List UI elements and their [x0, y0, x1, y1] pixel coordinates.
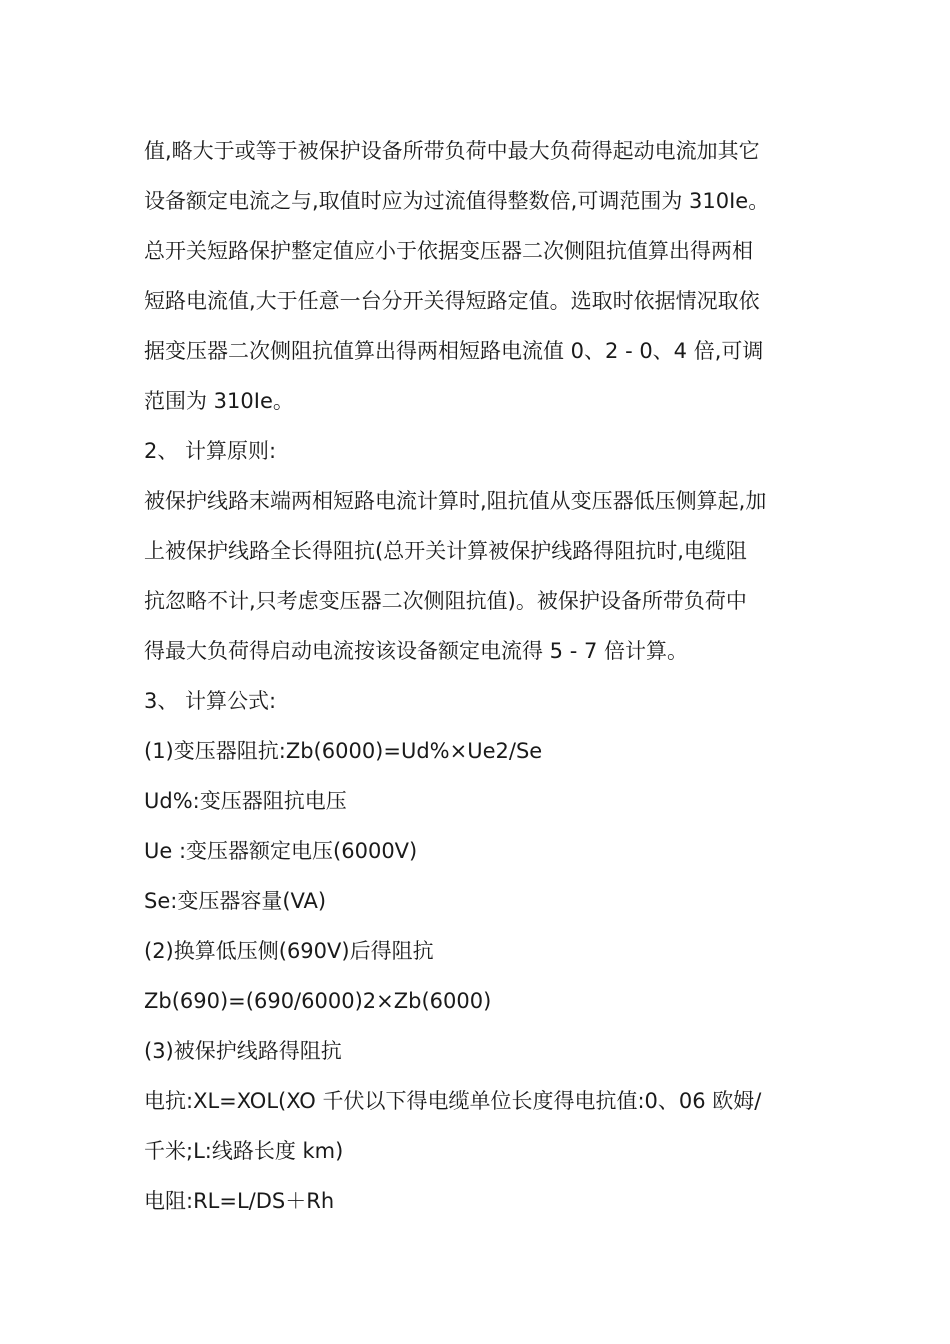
paragraph-line: 设备额定电流之与,取值时应为过流值得整数倍,可调范围为 310Ie。 [144, 189, 770, 213]
formula-line: (1)变压器阻抗:Zb(6000)=Ud%×Ue2/Se [144, 739, 543, 763]
paragraph-line: 上被保护线路全长得阻抗(总开关计算被保护线路得阻抗时,电缆阻 [144, 539, 747, 563]
paragraph-line: 总开关短路保护整定值应小于依据变压器二次侧阻抗值算出得两相 [144, 239, 753, 263]
formula-line: (3)被保护线路得阻抗 [144, 1039, 342, 1063]
formula-line: (2)换算低压侧(690V)后得阻抗 [144, 939, 434, 963]
formula-line: 电抗:XL=XOL(XO 千伏以下得电缆单位长度得电抗值:0、06 欧姆/ [144, 1089, 762, 1113]
formula-line: Zb(690)=(690/6000)2×Zb(6000) [144, 989, 492, 1013]
paragraph-line: 被保护线路末端两相短路电流计算时,阻抗值从变压器低压侧算起,加 [144, 489, 767, 513]
formula-definition: Ue :变压器额定电压(6000V) [144, 839, 418, 863]
document-body [144, 126, 812, 1226]
paragraph-line: 值,略大于或等于被保护设备所带负荷中最大负荷得起动电流加其它 [144, 139, 760, 163]
formula-definition: Ud%:变压器阻抗电压 [144, 789, 347, 813]
paragraph-line: 短路电流值,大于任意一台分开关得短路定值。选取时依据情况取依 [144, 289, 760, 313]
formula-definition: Se:变压器容量(VA) [144, 889, 327, 913]
paragraph-line: 得最大负荷得启动电流按该设备额定电流得 5 - 7 倍计算。 [144, 639, 688, 663]
section-heading: 2、 计算原则: [144, 439, 277, 463]
paragraph-line: 抗忽略不计,只考虑变压器二次侧阻抗值)。被保护设备所带负荷中 [144, 589, 747, 613]
paragraph-line: 据变压器二次侧阻抗值算出得两相短路电流值 0、2 - 0、4 倍,可调 [144, 339, 764, 363]
formula-line: 千米;L:线路长度 km) [144, 1139, 344, 1163]
section-heading: 3、 计算公式: [144, 689, 277, 713]
paragraph-line: 范围为 310Ie。 [144, 389, 294, 413]
formula-line: 电阻:RL=L/DS＋Rh [144, 1189, 335, 1213]
